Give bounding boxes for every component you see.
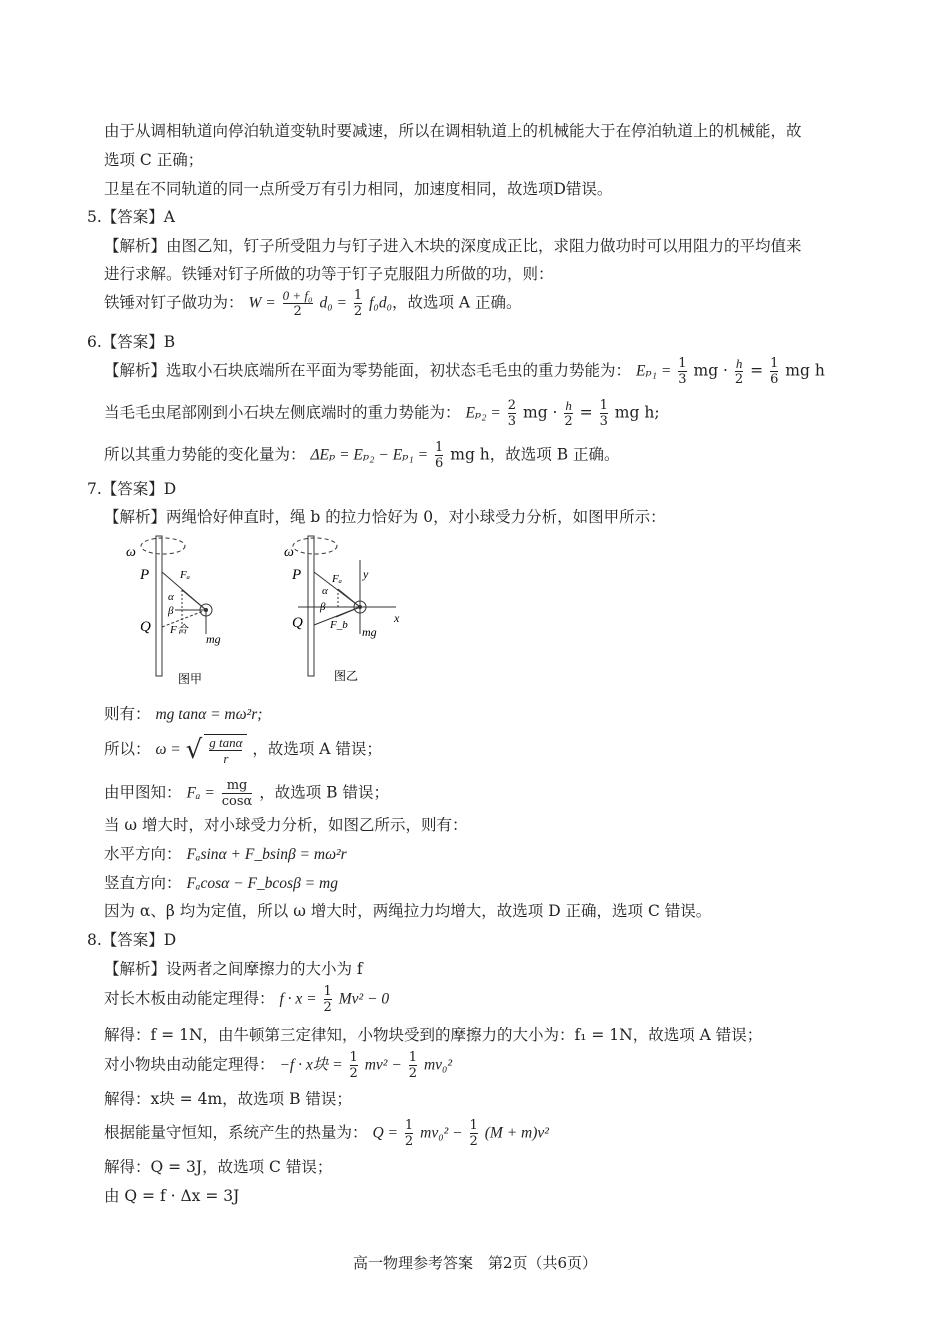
math: mg · <box>523 403 558 422</box>
math: −f · x块 = <box>279 1056 343 1074</box>
text-line: 解得：x块 = 4m，故选项 B 错误； <box>104 1090 352 1108</box>
text: 由甲图知： <box>104 783 182 802</box>
fraction <box>283 288 313 319</box>
denominator: 2 <box>349 1066 358 1081</box>
math: d₀ = <box>319 294 347 312</box>
figure-jia <box>120 530 240 690</box>
math: Fₐ = <box>186 784 215 802</box>
math: Fₐsinα + F_bsinβ = mω²r <box>186 846 347 863</box>
omega-label: ω <box>284 545 294 560</box>
formula-line <box>104 984 389 1015</box>
numerator: 1 <box>408 1050 417 1065</box>
page-footer: 高一物理参考答案 第2页（共6页） <box>352 1254 598 1272</box>
math: W = <box>248 294 276 312</box>
fraction <box>405 1118 413 1149</box>
denominator: 2 <box>564 414 573 429</box>
math: mv² − <box>364 1056 402 1074</box>
formula-line <box>104 734 382 766</box>
beta-label: β <box>168 605 174 617</box>
fraction <box>678 356 686 387</box>
force-fa-arrow <box>182 590 206 610</box>
alpha-label: α <box>322 585 328 597</box>
point-p-label: P <box>292 567 302 583</box>
math: = <box>750 361 764 380</box>
formula-line <box>104 778 389 809</box>
math: (M + m)v² <box>484 1124 549 1142</box>
math: f · x = <box>279 990 317 1008</box>
fraction <box>600 398 608 429</box>
text-line: 【解析】设两者之间摩擦力的大小为 f <box>104 960 363 978</box>
denominator: 6 <box>770 372 779 387</box>
numerator: g tanα <box>209 735 243 750</box>
fraction <box>435 440 443 471</box>
numerator: h <box>735 356 743 371</box>
vertical-rod <box>308 536 314 676</box>
numerator: 1 <box>469 1118 478 1133</box>
fraction <box>564 398 572 429</box>
math: mg h <box>785 361 825 380</box>
fraction <box>350 1050 358 1081</box>
math: mv₀² − <box>420 1124 463 1142</box>
rotation-ellipse <box>141 538 185 554</box>
numerator: 1 <box>353 288 363 303</box>
answer-heading: 8.【答案】D <box>87 931 177 949</box>
math: Mv² − 0 <box>338 990 390 1008</box>
math: Q = <box>372 1124 398 1142</box>
fraction <box>209 735 242 766</box>
text: 竖直方向： <box>104 874 182 892</box>
denominator: 2 <box>734 372 744 387</box>
numerator: 1 <box>404 1118 414 1133</box>
math: Fₐcosα − F_bcosβ = mg <box>186 875 338 892</box>
denominator: r <box>209 750 242 766</box>
math: mg h; <box>614 403 660 422</box>
figure-yi <box>278 530 408 690</box>
text: 所以其重力势能的变化量为： <box>104 445 306 464</box>
math: mg tanα = mω²r; <box>155 706 263 723</box>
fraction <box>735 356 743 387</box>
numerator: h <box>565 398 572 413</box>
x-axis-label: x <box>394 611 400 625</box>
answer-heading: 5.【答案】A <box>87 208 175 226</box>
answer-heading: 6.【答案】B <box>87 333 176 351</box>
denominator: 2 <box>408 1066 417 1081</box>
force-fb-label: F_b <box>330 619 348 631</box>
math: mg · <box>693 361 728 380</box>
denominator: 3 <box>507 414 517 429</box>
rotation-ellipse <box>293 538 337 554</box>
point-q-label: Q <box>292 615 303 631</box>
force-fa-label: Fₐ <box>332 573 342 585</box>
numerator: mg <box>226 778 248 793</box>
formula-line <box>104 1050 452 1081</box>
denominator: 2 <box>323 1000 332 1015</box>
text: ，故选项 A 错误； <box>252 740 382 758</box>
numerator: 1 <box>323 984 332 999</box>
text: 根据能量守恒知，系统产生的热量为： <box>104 1123 368 1142</box>
text-line: 进行求解。铁锤对钉子所做的功等于钉子克服阻力所做的功，则： <box>104 265 554 283</box>
numerator: 1 <box>435 440 444 455</box>
numerator: 1 <box>599 398 608 413</box>
math: ΔEₚ = Eₚ₂ − Eₚ₁ = <box>310 446 429 464</box>
force-fa-label: Fₐ <box>180 569 190 581</box>
text-line: 由 Q = f · Δx = 3J <box>104 1187 240 1205</box>
text-line: 当 ω 增大时，对小球受力分析，如图乙所示，则有： <box>104 816 468 834</box>
text-line: 卫星在不同轨道的同一点所受万有引力相同，加速度相同，故选项D错误。 <box>104 180 613 198</box>
numerator: 1 <box>678 356 687 371</box>
omega-label: ω <box>126 545 136 560</box>
fraction <box>508 398 516 429</box>
fraction <box>770 356 778 387</box>
text: 水平方向： <box>104 845 182 863</box>
formula-line <box>104 843 347 866</box>
math: mv₀² <box>423 1056 453 1074</box>
sqrt-body <box>204 734 247 766</box>
text-line: 【解析】两绳恰好伸直时，绳 b 的拉力恰好为 0，对小球受力分析，如图甲所示： <box>104 508 666 526</box>
text: 对长木板由动能定理得： <box>104 989 275 1008</box>
text-line: 解得：Q = 3J，故选项 C 错误； <box>104 1158 333 1176</box>
text: 【解析】选取小石块底端所在平面为零势能面，初状态毛毛虫的重力势能为： <box>104 361 632 380</box>
text: ，故选项 B 错误； <box>259 783 389 802</box>
denominator: 2 <box>404 1134 414 1149</box>
numerator: 1 <box>770 356 779 371</box>
numerator: 1 <box>349 1050 358 1065</box>
alpha-label: α <box>168 591 174 603</box>
force-net-label: F合 <box>170 624 188 636</box>
force-mg-label: mg <box>206 632 221 646</box>
figure-caption: 图乙 <box>334 669 359 683</box>
fraction <box>324 984 332 1015</box>
math: f₀d₀ <box>369 294 392 312</box>
text: 对小物块由动能定理得： <box>104 1055 275 1074</box>
beta-label: β <box>320 601 326 613</box>
fraction <box>470 1118 478 1149</box>
denominator: 3 <box>678 372 687 387</box>
math: mg h <box>450 445 490 464</box>
text: 当毛毛虫尾部刚到小石块左侧底端时的重力势能为： <box>104 403 461 422</box>
formula-line <box>104 1118 549 1149</box>
text: ，故选项 A 正确。 <box>391 293 522 312</box>
fraction <box>409 1050 417 1081</box>
denominator: 2 <box>353 304 363 319</box>
denominator: 3 <box>599 414 608 429</box>
formula-line <box>104 703 262 726</box>
point-p-label: P <box>140 567 150 583</box>
y-axis-label: y <box>363 567 369 581</box>
denominator: cosα <box>221 794 253 809</box>
text-line: 因为 α、β 均为定值，所以 ω 增大时，两绳拉力均增大，故选项 D 正确，选项 C 错误。 <box>104 902 712 920</box>
text: 则有： <box>104 705 151 723</box>
formula-line <box>104 872 338 895</box>
math: Eₚ₂ = <box>465 404 501 422</box>
math: ω = <box>155 741 181 758</box>
denominator: 2 <box>283 303 313 319</box>
fraction <box>354 288 362 319</box>
text-line: 【解析】由图乙知，钉子所受阻力与钉子进入木块的深度成正比，求阻力做功时可以用阻力的平均值来 <box>104 237 802 255</box>
formula-line <box>104 440 620 471</box>
text: 铁锤对钉子做功为： <box>104 293 244 312</box>
point-q-label: Q <box>140 619 151 635</box>
force-mg-label: mg <box>362 625 377 639</box>
answer-heading: 7.【答案】D <box>87 480 177 498</box>
math: Eₚ₁ = <box>635 362 672 380</box>
formula-line <box>104 398 660 429</box>
math: = <box>579 403 593 422</box>
text-line: 由于从调相轨道向停泊轨道变轨时要减速，所以在调相轨道上的机械能大于在停泊轨道上的机械能，故 <box>104 122 802 140</box>
denominator: 2 <box>469 1134 478 1149</box>
numerator: 2 <box>507 398 517 413</box>
denominator: 6 <box>435 456 444 471</box>
text-line: 解得：f = 1N，由牛顿第三定律知，小物块受到的摩擦力的大小为：f₁ = 1N，故选项 A 错误； <box>104 1026 763 1044</box>
force-fa-arrow <box>338 589 360 607</box>
text: ，故选项 B 正确。 <box>489 445 620 464</box>
figure-caption: 图甲 <box>178 672 203 686</box>
fraction <box>222 778 253 809</box>
vertical-rod <box>156 536 162 676</box>
text-line: 选项 C 正确； <box>104 151 204 169</box>
text: 所以： <box>104 740 151 758</box>
numerator: 0 + f₀ <box>282 288 313 303</box>
formula-line <box>104 356 825 387</box>
sqrt-sign: √ <box>185 735 203 765</box>
formula-line <box>104 288 522 319</box>
